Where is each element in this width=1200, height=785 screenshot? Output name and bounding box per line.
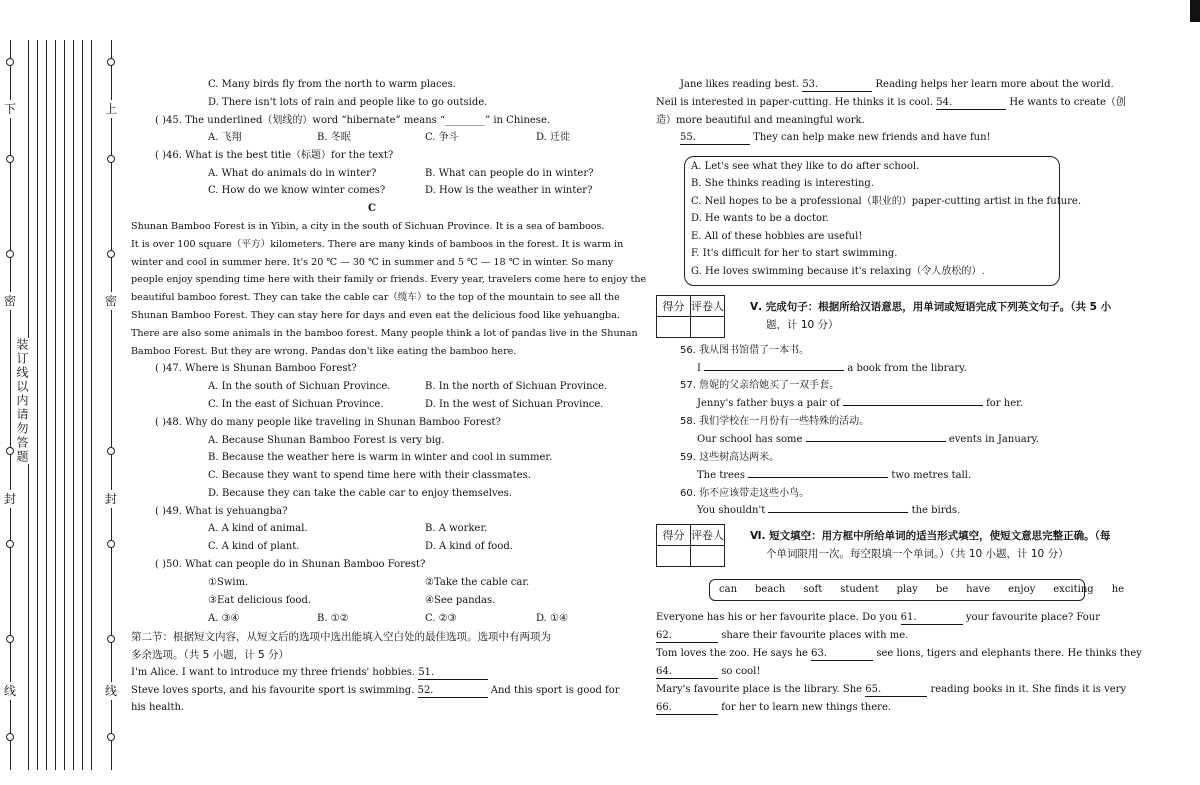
question-59-cn: 59. 这些树高达两米。 bbox=[680, 452, 780, 463]
option-line: C. A kind of plant. bbox=[208, 541, 300, 552]
binding-hole bbox=[107, 447, 115, 455]
option-line: C. Because they want to spend time here with their classmates. bbox=[208, 470, 531, 481]
blank-62[interactable]: 62. bbox=[656, 630, 718, 643]
margin-label: 线 bbox=[105, 684, 118, 698]
passage-line: Shunan Bamboo Forest. They can stay here for days and even eat the delicious food like yehuangba. bbox=[131, 310, 620, 321]
passage-line: people enjoy spending time here with their family or friends. Every year, travelers come here to enjoy the bbox=[131, 274, 647, 285]
binding-hole bbox=[6, 250, 14, 258]
score-table bbox=[656, 524, 725, 567]
question-60-en: You shouldn't the birds. bbox=[697, 505, 961, 516]
option-line: D. A kind of food. bbox=[425, 541, 513, 552]
blank-54[interactable]: 54. bbox=[936, 97, 1006, 110]
option-line: C. How do we know winter comes? bbox=[208, 185, 386, 196]
option-line: ③Eat delicious food. bbox=[208, 595, 312, 606]
question-57-en: Jenny's father buys a pair of for her. bbox=[697, 398, 1023, 409]
binding-hole bbox=[6, 155, 14, 163]
passage-line: Mary's favourite place is the library. She 65. reading books in it. She finds it is very bbox=[656, 684, 1127, 695]
answer-59[interactable] bbox=[748, 477, 888, 478]
word-bank-item: he bbox=[1111, 584, 1125, 595]
passage-line: Neil is interested in paper-cutting. He thinks it is cool. 54. He wants to create（创 bbox=[656, 97, 1126, 108]
question-58-cn: 58. 我们学校在一月份有一些特殊的活动。 bbox=[680, 416, 870, 427]
answer-56[interactable] bbox=[704, 370, 844, 371]
section-6-title: 个单词限用一次。每空限填一个单词。）（共 10 小题，计 10 分） bbox=[766, 548, 1069, 560]
option-line: A. Let's see what they like to do after school. bbox=[691, 161, 920, 172]
question-46: ( )46. What is the best title（标题）for the text? bbox=[155, 150, 394, 161]
option-line: E. All of these hobbies are useful! bbox=[691, 231, 863, 242]
passage-line: 55. They can help make new friends and have fun! bbox=[680, 132, 991, 143]
option-line: D. He wants to be a doctor. bbox=[691, 213, 829, 224]
word-bank bbox=[709, 579, 1125, 601]
section-5-title: Ⅴ. 完成句子：根据所给汉语意思，用单词或短语完成下列英文句子。（共 5 小 bbox=[750, 301, 1112, 313]
option-line: D. Because they can take the cable car to enjoy themselves. bbox=[208, 488, 512, 499]
blank-66[interactable]: 66. bbox=[656, 702, 718, 715]
option-line: D. In the west of Sichuan Province. bbox=[425, 399, 604, 410]
section-6-title: Ⅵ. 短文填空：用方框中所给单词的适当形式填空，使短文意思完整正确。（每 bbox=[750, 530, 1111, 542]
question-47: ( )47. Where is Shunan Bamboo Forest? bbox=[155, 363, 357, 374]
binding-hole bbox=[107, 155, 115, 163]
passage-line: 造）more beautiful and meaningful work. bbox=[656, 115, 865, 126]
binding-line bbox=[91, 40, 92, 770]
blank-65[interactable]: 65. bbox=[865, 684, 927, 697]
passage-line: I'm Alice. I want to introduce my three friends' hobbies. 51. bbox=[131, 666, 488, 680]
question-59-en: The trees two metres tall. bbox=[697, 470, 972, 481]
option-line: C. In the east of Sichuan Province. bbox=[208, 399, 384, 410]
binding-hole bbox=[107, 540, 115, 548]
page-edge-mark bbox=[1190, 0, 1200, 22]
option-line: B. She thinks reading is interesting. bbox=[691, 178, 874, 189]
passage-line: Shunan Bamboo Forest is in Yibin, a city in the south of Sichuan Province. It is a sea of bamboos. bbox=[131, 221, 605, 232]
question-58-en: Our school has some events in January. bbox=[697, 434, 1040, 445]
option-line: ④See pandas. bbox=[425, 595, 496, 606]
option-line: D. 迁徙 bbox=[536, 132, 571, 143]
binding-hole bbox=[107, 635, 115, 643]
binding-line bbox=[73, 40, 74, 770]
passage-line: 64. so cool! bbox=[656, 666, 761, 677]
question-48: ( )48. Why do many people like traveling in Shunan Bamboo Forest? bbox=[155, 417, 501, 428]
section-heading: C bbox=[368, 203, 376, 214]
option-line: B. ①② bbox=[317, 613, 349, 624]
binding-hole bbox=[107, 250, 115, 258]
question-50: ( )50. What can people do in Shunan Bamboo Forest? bbox=[155, 559, 426, 570]
option-line: A. In the south of Sichuan Province. bbox=[208, 381, 391, 392]
passage-line: Tom loves the zoo. He says he 63. see lions, tigers and elephants there. He thinks they bbox=[656, 648, 1142, 659]
option-line: B. 冬眠 bbox=[317, 132, 351, 143]
option-line: G. He loves swimming because it's relaxing（令人放松的）. bbox=[691, 266, 985, 277]
blank-53[interactable]: 53. bbox=[802, 79, 872, 92]
binding-line bbox=[10, 40, 11, 770]
question-57-cn: 57. 詹妮的父亲给她买了一双手套。 bbox=[680, 380, 840, 391]
binding-hole bbox=[6, 635, 14, 643]
score-cell[interactable] bbox=[657, 546, 691, 567]
question-56-cn: 56. 我从图书馆借了一本书。 bbox=[680, 345, 810, 356]
answer-60[interactable] bbox=[768, 512, 908, 513]
option-line: C. Many birds fly from the north to warm places. bbox=[208, 79, 456, 90]
blank-51[interactable]: 51. bbox=[418, 667, 488, 680]
margin-label: 下 bbox=[4, 102, 17, 116]
score-table bbox=[656, 295, 725, 338]
word-bank-item: can bbox=[719, 584, 738, 595]
option-line: A. A kind of animal. bbox=[208, 523, 308, 534]
option-line: B. What can people do in winter? bbox=[425, 168, 594, 179]
question-60-cn: 60. 你不应该带走这些小鸟。 bbox=[680, 488, 810, 499]
option-line: A. Because Shunan Bamboo Forest is very big. bbox=[208, 435, 445, 446]
option-line: ②Take the cable car. bbox=[425, 577, 530, 588]
option-line: B. Because the weather here is warm in winter and cool in summer. bbox=[208, 452, 553, 463]
word-bank-item: enjoy bbox=[1008, 584, 1036, 595]
word-bank-item: student bbox=[840, 584, 879, 595]
option-line: D. ①④ bbox=[536, 613, 568, 624]
word-bank-item: have bbox=[966, 584, 991, 595]
binding-line bbox=[46, 40, 47, 770]
section-2-title: 第二节：根据短文内容，从短文后的选项中选出能填入空白处的最佳选项。选项中有两项为 bbox=[131, 631, 551, 643]
binding-notice: 装订线以内请勿答题 bbox=[15, 338, 29, 464]
question-45: ( )45. The underlined（划线的）word “hibernate” means “________” in Chinese. bbox=[155, 115, 551, 126]
option-line: A. ③④ bbox=[208, 613, 240, 624]
section-5-title: 题，计 10 分） bbox=[766, 319, 839, 331]
blank-55[interactable]: 55. bbox=[680, 132, 750, 145]
grader-cell[interactable] bbox=[691, 317, 725, 338]
option-line: ①Swim. bbox=[208, 577, 249, 588]
grader-cell[interactable] bbox=[691, 546, 725, 567]
word-bank-item: soft bbox=[803, 584, 823, 595]
passage-line: There are also some animals in the bamboo forest. Many people think a lot of pandas live in the Shunan bbox=[131, 328, 638, 339]
question-56-en: I a book from the library. bbox=[697, 363, 967, 374]
margin-label: 封 bbox=[4, 492, 17, 506]
binding-line bbox=[55, 40, 56, 770]
question-49: ( )49. What is yehuangba? bbox=[155, 506, 288, 517]
score-header: 得分 bbox=[657, 296, 691, 317]
passage-line: It is over 100 square（平方）kilometers. There are many kinds of bamboos in the forest. It is warm in bbox=[131, 239, 624, 250]
margin-label: 密 bbox=[4, 294, 17, 308]
margin-label: 密 bbox=[105, 294, 118, 308]
passage-line: 62. share their favourite places with me. bbox=[656, 630, 909, 641]
score-header: 得分 bbox=[657, 525, 691, 546]
passage-line: 66. for her to learn new things there. bbox=[656, 702, 892, 713]
option-line: D. There isn't lots of rain and people like to go outside. bbox=[208, 97, 488, 108]
binding-hole bbox=[6, 540, 14, 548]
option-line: F. It's difficult for her to start swimming. bbox=[691, 248, 898, 259]
blank-61[interactable]: 61. bbox=[901, 612, 963, 625]
passage-line: his health. bbox=[131, 702, 185, 713]
margin-label: 线 bbox=[4, 684, 17, 698]
word-bank-item: exciting bbox=[1053, 584, 1094, 595]
binding-hole bbox=[107, 58, 115, 66]
section-2-title: 多余选项。（共 5 小题，计 5 分） bbox=[131, 649, 289, 661]
option-line: A. 飞翔 bbox=[208, 132, 242, 143]
answer-58[interactable] bbox=[806, 441, 946, 442]
blank-64[interactable]: 64. bbox=[656, 666, 718, 679]
margin-label: 上 bbox=[105, 102, 118, 116]
option-line: C. Neil hopes to be a professional（职业的）paper-cutting artist in the future. bbox=[691, 196, 1082, 207]
passage-line: winter and cool in summer here. It's 20 ℃ — 30 ℃ in summer and 5 ℃ — 18 ℃ in winter. So many bbox=[131, 257, 614, 268]
word-bank-item: beach bbox=[755, 584, 786, 595]
binding-line bbox=[64, 40, 65, 770]
option-line: D. How is the weather in winter? bbox=[425, 185, 593, 196]
passage-line: Bamboo Forest. But they are wrong. Pandas don't like eating the bamboo here. bbox=[131, 346, 517, 357]
passage-line: Steve loves sports, and his favourite sport is swimming. 52. And this sport is good for bbox=[131, 685, 620, 696]
passage-line: Jane likes reading best. 53. Reading helps her learn more about the world. bbox=[680, 79, 1114, 90]
answer-57[interactable] bbox=[843, 405, 983, 406]
passage-line: Everyone has his or her favourite place. Do you 61. your favourite place? Four bbox=[656, 612, 1101, 623]
option-line: B. A worker. bbox=[425, 523, 488, 534]
grader-header: 评卷人 bbox=[691, 296, 725, 317]
blank-52[interactable]: 52. bbox=[418, 685, 488, 698]
grader-header: 评卷人 bbox=[691, 525, 725, 546]
option-line: C. ②③ bbox=[425, 613, 457, 624]
binding-hole bbox=[6, 58, 14, 66]
option-line: C. 争斗 bbox=[425, 132, 459, 143]
blank-63[interactable]: 63. bbox=[811, 648, 873, 661]
word-bank-item: be bbox=[935, 584, 949, 595]
binding-hole bbox=[107, 733, 115, 741]
binding-line bbox=[111, 40, 112, 770]
binding-hole bbox=[6, 733, 14, 741]
margin-label: 封 bbox=[105, 492, 118, 506]
option-line: A. What do animals do in winter? bbox=[208, 168, 377, 179]
passage-line: beautiful bamboo forest. They can take the cable car（缆车）to the top of the mountain to see all the bbox=[131, 292, 620, 303]
score-cell[interactable] bbox=[657, 317, 691, 338]
option-line: B. In the north of Sichuan Province. bbox=[425, 381, 608, 392]
binding-hole bbox=[6, 447, 14, 455]
binding-line bbox=[37, 40, 38, 770]
binding-line bbox=[82, 40, 83, 770]
word-bank-item: play bbox=[896, 584, 918, 595]
